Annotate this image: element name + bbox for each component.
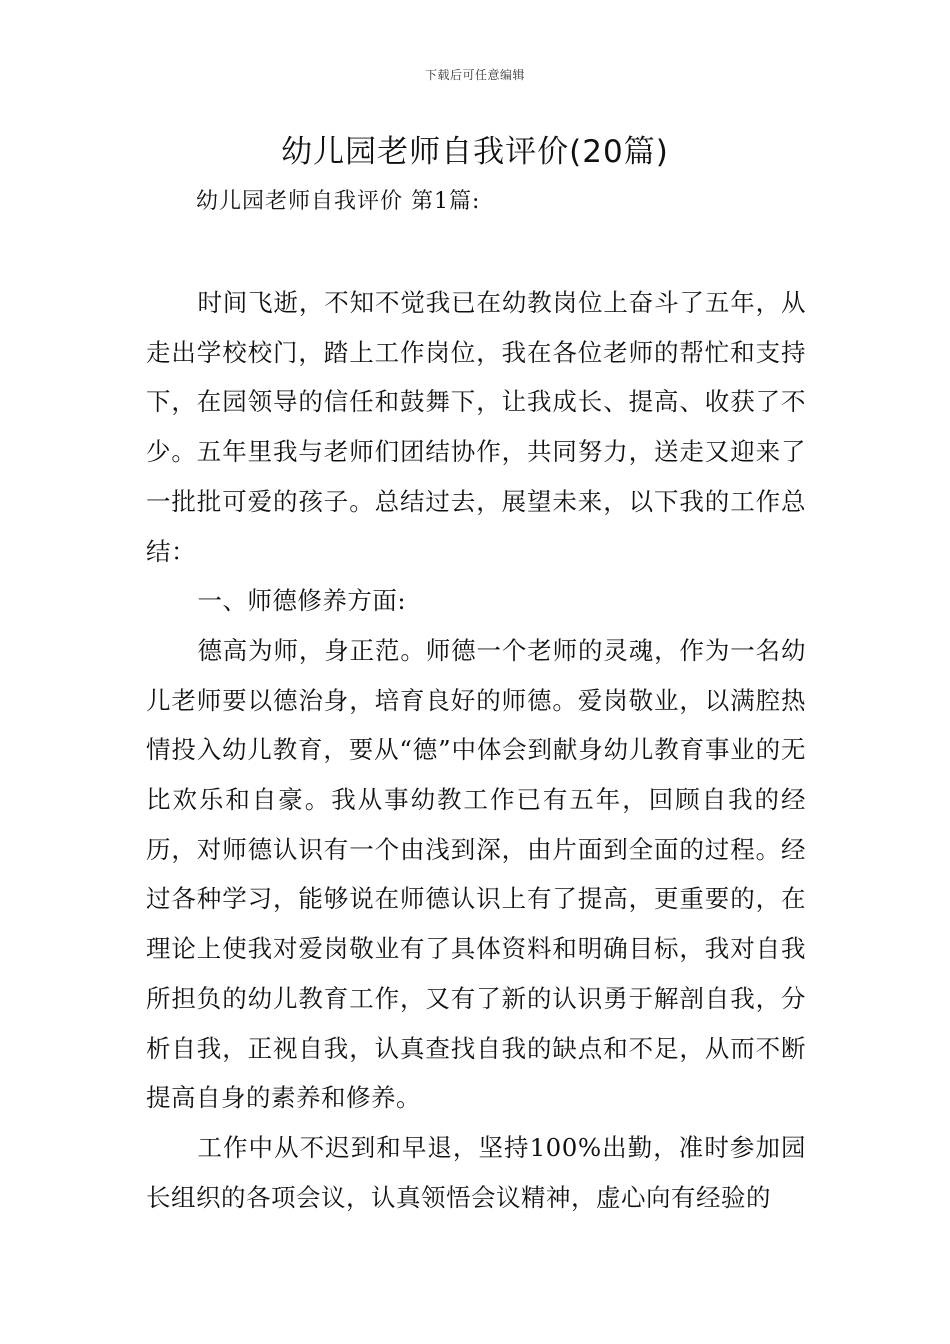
section-heading-ethics: 一、师德修养方面:	[197, 586, 407, 616]
paragraph-ethics: 德高为师，身正范。师德一个老师的灵魂，作为一名幼儿老师要以德治身，培育良好的师德。爱岗敬业，以满腔热情投入幼儿教育，要从“德”中体会到献身幼儿教育事业的无比欢乐和自豪。我从事幼教工作已有五年，回顾自我的经历，对师德认识有一个由浅到深，由片面到全面的过程。经过各种学习，能够说在师德认识上有了提高，更重要的，在理论上使我对爱岗敬业有了具体资料和明确目标，我对自我所担负的幼儿教育工作，又有了新的认识勇于解剖自我，分析自我，正视自我，认真查找自我的缺点和不足，从而不断提高自身的素养和修养。	[146, 635, 806, 1113]
paragraph-work: 工作中从不迟到和早退，坚持100%出勤，准时参加园长组织的各项会议，认真领悟会议精神，虚心向有经验的	[146, 1132, 806, 1212]
paragraph-intro: 时间飞逝，不知不觉我已在幼教岗位上奋斗了五年，从走出学校校门，踏上工作岗位，我在各位老师的帮忙和支持下，在园领导的信任和鼓舞下，让我成长、提高、收获了不少。五年里我与老师们团结协作，共同努力，送走又迎来了一批批可爱的孩子。总结过去，展望未来，以下我的工作总结：	[146, 288, 806, 566]
section-subtitle: 幼儿园老师自我评价 第1篇:	[196, 189, 481, 214]
header-note: 下载后可任意编辑	[424, 68, 525, 82]
document-body	[146, 278, 806, 1222]
document-title: 幼儿园老师自我评价(20篇)	[281, 134, 669, 170]
